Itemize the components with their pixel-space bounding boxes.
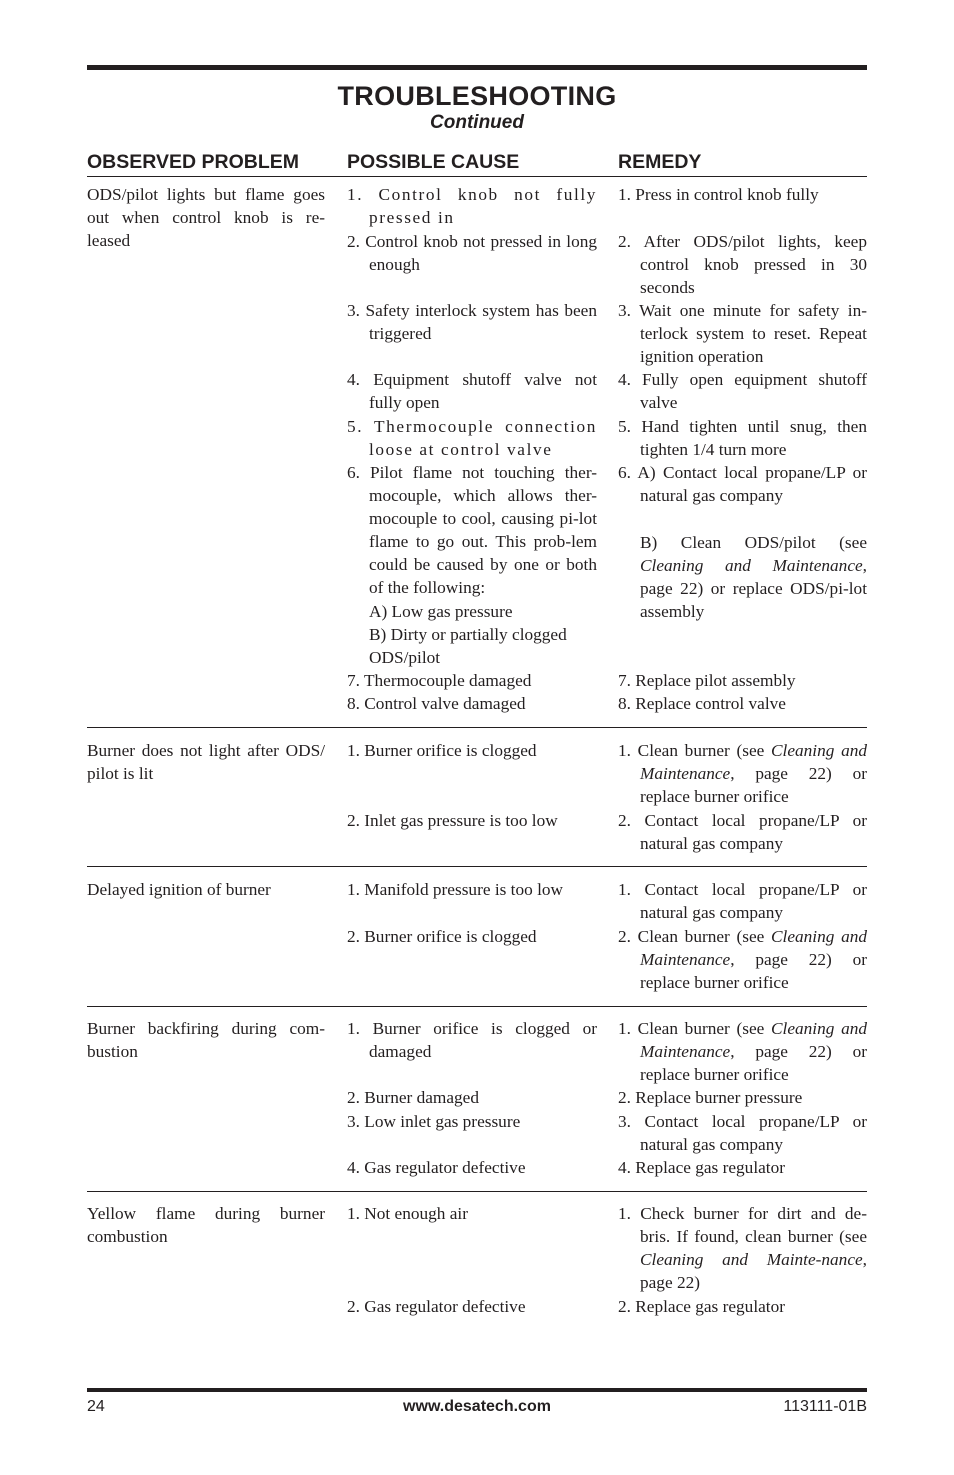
remedy-item: 2. Replace burner pressure xyxy=(618,1088,803,1107)
possible-cause-item: 4. Equipment shutoff valve not fully open xyxy=(347,370,597,413)
row-divider xyxy=(87,1006,867,1007)
remedy-item: 2. Contact local propane/LP or natural gas company xyxy=(618,811,867,854)
remedy-item: 2. After ODS/pilot lights, keep control knob pressed in 30 seconds xyxy=(618,232,867,298)
column-header-problem: OBSERVED PROBLEM xyxy=(87,151,300,173)
observed-problem: Burner does not light after ODS/ pilot is lit xyxy=(87,741,325,784)
remedy-item: 4. Replace gas regulator xyxy=(618,1158,785,1177)
possible-cause-item: 4. Gas regulator defective xyxy=(347,1158,526,1177)
column-header-remedy: REMEDY xyxy=(618,151,702,173)
header-divider xyxy=(87,176,867,177)
possible-cause-item: 8. Control valve damaged xyxy=(347,694,526,713)
remedy-item: 4. Fully open equipment shutoff valve xyxy=(618,370,867,413)
remedy-item: 1. Clean burner (see Cleaning and Maintenance, page 22) or replace burner orifice xyxy=(618,1019,867,1085)
remedy-item: 1. Check burner for dirt and de-bris. If found, clean burner (see Cleaning and Mainte-nance, page 22) xyxy=(618,1204,867,1293)
remedy-item: 2. Replace gas regulator xyxy=(618,1297,785,1316)
possible-cause-item: 2. Inlet gas pressure is too low xyxy=(347,811,558,830)
remedy-item: 1. Press in control knob fully xyxy=(618,185,819,204)
possible-cause-item: 7. Thermocouple damaged xyxy=(347,671,532,690)
page-title: TROUBLESHOOTING xyxy=(337,81,617,111)
page-subtitle: Continued xyxy=(430,112,524,133)
possible-cause-item: 2. Control knob not pressed in long enough xyxy=(347,232,597,275)
possible-cause-subitem: A) Low gas pressure xyxy=(369,602,513,621)
remedy-item: 7. Replace pilot assembly xyxy=(618,671,796,690)
possible-cause-item: 1. Manifold pressure is too low xyxy=(347,880,563,899)
possible-cause-item: 3. Low inlet gas pressure xyxy=(347,1112,521,1131)
remedy-subitem: B) Clean ODS/pilot (see Cleaning and Maintenance, page 22) or replace ODS/pi-lot assembly xyxy=(640,533,867,622)
remedy-item: 5. Hand tighten until snug, then tighten 1/4 turn more xyxy=(618,417,867,460)
possible-cause-item: 2. Gas regulator defective xyxy=(347,1297,526,1316)
row-divider xyxy=(87,1191,867,1192)
possible-cause-item: 3. Safety interlock system has been triggered xyxy=(347,301,597,344)
observed-problem: Burner backfiring during com-bustion xyxy=(87,1019,325,1062)
possible-cause-item: 1. Burner orifice is clogged xyxy=(347,741,537,760)
possible-cause-item: 5. Thermocouple connection loose at control valve xyxy=(347,417,597,460)
website-link[interactable]: www.desatech.com xyxy=(403,1398,551,1415)
possible-cause-item: 2. Burner orifice is clogged xyxy=(347,927,537,946)
remedy-item: 1. Clean burner (see Cleaning and Maintenance, page 22) or replace burner orifice xyxy=(618,741,867,807)
observed-problem: Delayed ignition of burner xyxy=(87,880,271,899)
possible-cause-item: 6. Pilot flame not touching ther-mocouple, which allows ther-mocouple to cool, causing pi-lot flame to go out. This prob-lem could be caused by one or both of the following: xyxy=(347,463,597,598)
remedy-item: 2. Clean burner (see Cleaning and Maintenance, page 22) or replace burner orifice xyxy=(618,927,867,993)
remedy-item: 6. A) Contact local propane/LP or natural gas company xyxy=(618,463,867,506)
column-header-cause: POSSIBLE CAUSE xyxy=(347,151,520,173)
remedy-item: 1. Contact local propane/LP or natural gas company xyxy=(618,880,867,923)
possible-cause-item: 2. Burner damaged xyxy=(347,1088,479,1107)
remedy-item: 3. Contact local propane/LP or natural gas company xyxy=(618,1112,867,1155)
observed-problem: Yellow flame during burner combustion xyxy=(87,1204,325,1247)
page-number: 24 xyxy=(87,1398,105,1415)
possible-cause-item: 1. Burner orifice is clogged or damaged xyxy=(347,1019,597,1062)
remedy-item: 3. Wait one minute for safety in-terlock system to reset. Repeat ignition operation xyxy=(618,301,867,367)
observed-problem: ODS/pilot lights but flame goes out when control knob is re-leased xyxy=(87,185,325,251)
document-number: 113111-01B xyxy=(783,1398,867,1415)
row-divider xyxy=(87,727,867,728)
bottom-rule xyxy=(87,1388,867,1392)
top-rule xyxy=(87,65,867,70)
possible-cause-subitem: B) Dirty or partially clogged ODS/pilot xyxy=(369,625,567,668)
possible-cause-item: 1. Control knob not fully pressed in xyxy=(347,185,597,228)
possible-cause-item: 1. Not enough air xyxy=(347,1204,468,1223)
remedy-item: 8. Replace control valve xyxy=(618,694,786,713)
row-divider xyxy=(87,866,867,867)
